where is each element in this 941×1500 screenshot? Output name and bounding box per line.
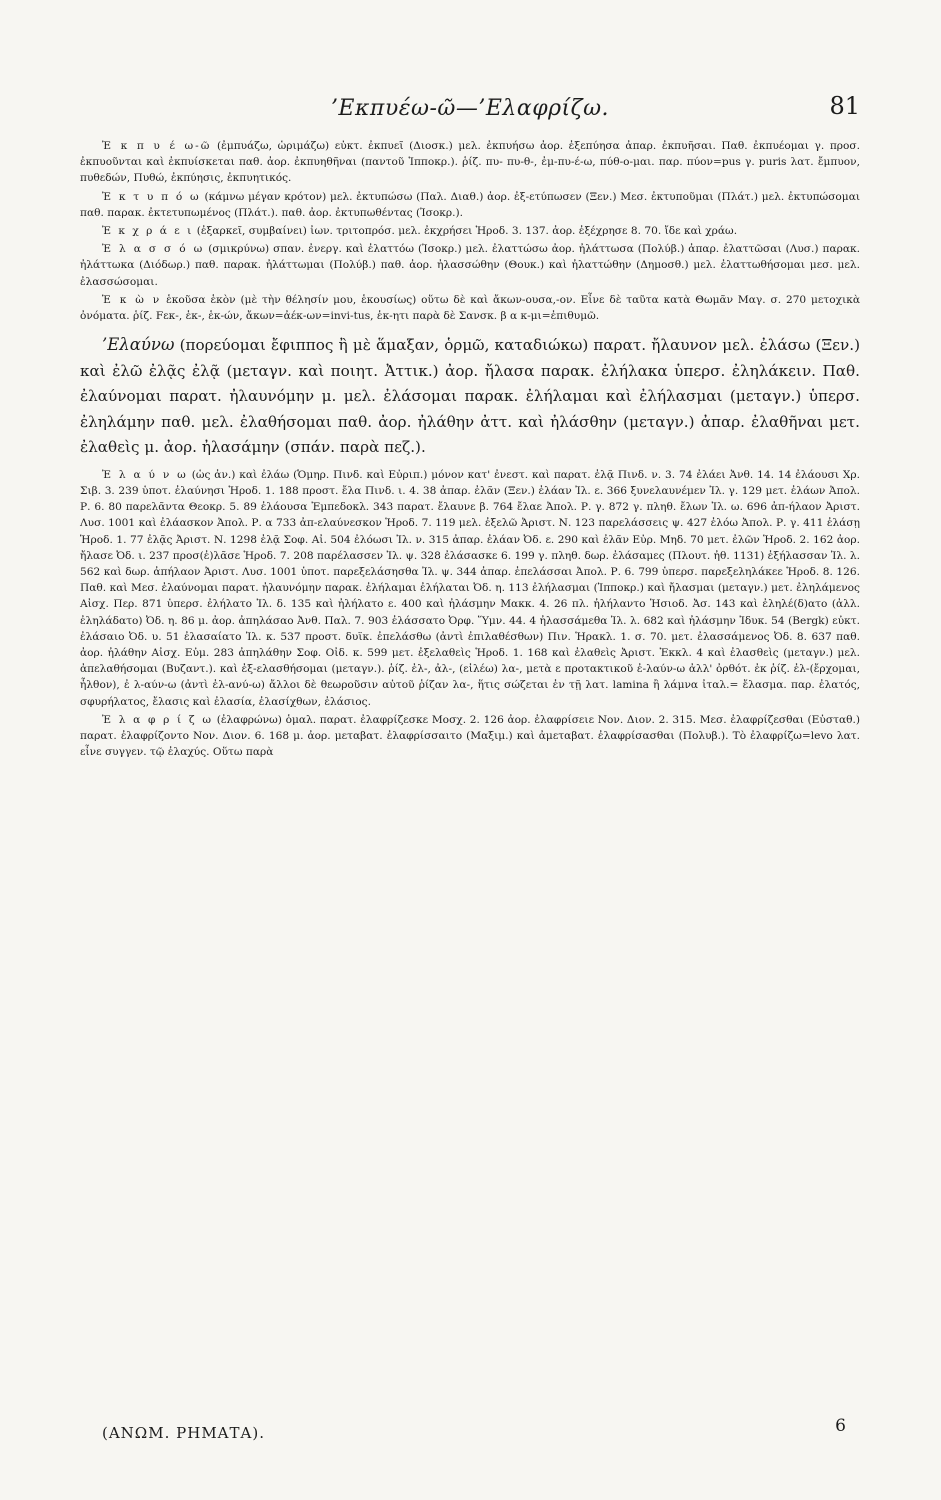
entry-lemma: Ἐ λ α φ ρ ί ζ ω [102,713,213,726]
dictionary-entry-hekon [80,292,860,324]
dictionary-entry-elauno-poetic [80,467,860,710]
page-number: 81 [829,92,860,120]
entry-lemma: Ἐ κ χ ρ ά ε ι [102,225,194,238]
dictionary-entry-elauno-main [80,332,860,461]
entry-text: (κάμνω μέγαν κρότον) μελ. ἐκτυπώσω (Παλ. Διαθ.) ἀορ. ἐξ-ετύπωσεν (Ξεν.) Μεσ. ἐκτυποῦμαι (Πλάτ.) μελ. ἐκτυπώσομαι παθ. παρακ. ἐκτετυπωμένος (Πλάτ.). παθ. ἀορ. ἐκτυπωθέντας (Ἰσοκρ.). [80,190,860,219]
dictionary-entry-ekpyeo [80,138,860,187]
entry-text: (σμικρύνω) σπαν. ἐνεργ. καὶ ἐλαττόω (Ἰσοκρ.) μελ. ἐλαττώσω ἀορ. ἠλάττωσα (Πολύβ.) ἀπαρ. ἐλαττῶσαι (Λυσ.) παρακ. ἠλάττωκα (Διόδωρ.) παθ. παρακ. ἠλάττωμαι (Πολύβ.) παθ. ἀορ. ἠλασσώθην (Θουκ.) καὶ ἠλαττώθην (Δημοσθ.) μελ. ἐλαττωθήσομαι μεσ. μελ. ἐλασσώσομαι. [80,243,861,288]
entry-text: (ἐμπυάζω, ὡριμάζω) εὐκτ. ἐκπυεῖ (Διοσκ.) μελ. ἐκπυήσω ἀορ. ἐξεπύησα ἀπαρ. ἐκπυῆσαι. Παθ. ἐκπυέομαι γ. προσ. ἐκπυοῦνται καὶ ἐκπυίσκεται παθ. ἀορ. ἐκπυηθῆναι (παντοῦ Ἱπποκρ.). ῥίζ. πυ- πυ-θ-, ἐμ-πυ-έ-ω, πύθ-ο-μαι. παρ. πύον=pus γ. puris λατ. ἔμπυον, πυθεδών, Πυθώ, ἐκπύησις, ἐκπυητικός. [80,140,860,185]
entry-text: (ἐλαφρώνω) ὁμαλ. παρατ. ἐλαφρίζεσκε Μοσχ. 2. 126 ἀορ. ἐλαφρίσειε Νον. Διον. 2. 315. Μεσ. ἐλαφρίζεσθαι (Εὐσταθ.) παρατ. ἐλαφρίζοντο Νον. Διον. 6. 168 μ. ἀορ. μεταβατ. ἐλαφρίσσαιτο (Μαξιμ.) καὶ ἀμεταβατ. ἐλαφρίσασθαι (Πολυβ.). Τὸ ἐλαφρίζω=levo λατ. εἶνε συγγεν. τῷ ἐλαχύς. Οὕτω παρὰ [80,713,860,759]
entry-lemma: Ἐ κ π υ έ ω-ῶ [102,140,212,152]
running-title: ’Εκπυέω-ῶ—’Ελαφρίζω. [330,96,610,121]
dictionary-entry-ekchraei [80,223,860,239]
running-header [80,92,860,128]
entry-lemma: Ἐ λ α σ σ ό ω [102,243,205,256]
signature-mark: (ΑΝΩΜ. ΡΗΜΑΤΑ). [102,1424,265,1442]
entry-lemma: Ἑ κ ὼ ν [102,293,162,306]
dictionary-entry-elaphrizo [80,712,860,761]
entry-text: (ὡς ἀν.) καὶ ἐλάω (Ὁμηρ. Πινδ. καὶ Εὐριπ.) μόνον κατ' ἐνεστ. καὶ παρατ. ἐλᾷ Πινδ. ν. 3. 74 ἐλάει Ἀνθ. 14. 14 ἐλάουσι Χρ. Σιβ. 3. 239 ὑποτ. ἐλαύνησι Ἡροδ. 1. 188 προστ. ἔλα Πινδ. ι. 4. 38 ἀπαρ. ἐλᾶν (Ξεν.) ἐλάαν Ἰλ. ε. 366 ξυνελαυνέμεν Ἰλ. γ. 129 μετ. ἐλάων Ἀπολ. Ρ. 6. 80 παρελᾶντα Θεοκρ. 5. 89 ἐλάουσα Ἐμπεδοκλ. 343 παρατ. ἔλαυνε β. 764 ἔλαε Ἀπολ. Ρ. γ. 872 γ. πληθ. ἔλων Ἰλ. ω. 696 ἀπ-ήλαον Ἀριστ. Λυσ. 1001 καὶ ἐλάασκον Ἀπολ. Ρ. α 733 ἀπ-ελαύνεσκον Ἡροδ. 7. 119 μελ. ἐξελῶ Ἀριστ. Ν. 123 παρελάσσεις ψ. 427 ἐλόω Ἀπολ. Ρ. γ. 411 ἐλάσῃ Ἡροδ. 1. 77 ἐλᾷς Ἀριστ. Ν. 1298 ἐλᾷ Σοφ. Αἰ. 504 ἐλόωσι Ἰλ. ν. 315 ἀπαρ. ἐλάαν Ὀδ. ε. 290 καὶ ἐλᾶν Εὐρ. Μηδ. 70 μετ. ἐλῶν Ἡροδ. 2. 162 ἀορ. ἤλασε Ὀδ. ι. 237 προσ(ἐ)λᾶσε Ἡροδ. 7. 208 παρέλασσεν Ἰλ. ψ. 328 ἐλάσασκε 6. 199 γ. πληθ. δωρ. ἐλάσαμες (Πλουτ. ἠθ. 1131) ἐξήλασσαν Ἰλ. λ. 562 καὶ δωρ. ἀπήλαον Ἀριστ. Λυσ. 1001 ὑποτ. παρεξελάσησθα Ἰλ. ψ. 344 ἀπαρ. ἐπελάσσαι Ἀπολ. Ρ. 6. 799 ὑπερσ. παρεξεληλάκεε Ἡροδ. 8. 126. Παθ. καὶ Μεσ. ἐλαύνομαι παρατ. ἠλαυνόμην παρακ. ἐλήλαμαι ἐλήλαται Ὀδ. η. 113 ἐλήλασμαι (Ἱπποκρ.) καὶ ἤλασμαι (μεταγν.) μετ. ἐληλάμενος Αἰσχ. Περ. 871 ὑπερσ. ἐλήλατο Ἰλ. δ. 135 καὶ ἠλήλατο ε. 400 καὶ ἠλάσμην Μακκ. 4. 26 πλ. ἠλήλαντο Ἡσιοδ. Ἀσ. 143 καὶ ἐληλέ(δ)ατο (ἀλλ. ἐληλάδατο) Ὀδ. η. 86 μ. ἀορ. ἀπηλάσαο Ἀνθ. Παλ. 7. 903 ἐλάσσατο Ὀρφ. Ὕμν. 44. 4 ἠλασσάμεθα Ἰλ. λ. 682 καὶ ἠλάσμην Ἰδυκ. 54 (Bergk) εὐκτ. ἐλάσαιο Ὀδ. υ. 51 ἐλασαίατο Ἰλ. κ. 537 προστ. δυϊκ. ἐπελάσθω (ἀντὶ ἐπιλαθέσθων) Πιν. Ἡρακλ. 1. σ. 70. μετ. ἐλασσάμενος Ὀδ. 8. 637 παθ. ἀορ. ἠλάθην Αἰσχ. Εὐμ. 283 ἀπηλάθην Σοφ. Οἰδ. κ. 599 μετ. ἐξελαθεὶς Ἡροδ. 1. 168 καὶ ἐλαθεὶς Ἀριστ. Ἐκκλ. 4 καὶ ἐλασθεὶς (μεταγν.) μελ. ἀπελαθήσομαι (Βυζαντ.). καὶ ἐξ-ελασθήσομαι (μεταγν.). ῥίζ. ἐλ-, ἀλ-, (εἰλέω) λα-, μετὰ ε προτακτικοῦ ἐ-λαύν-ω ἀλλ' ὀρθότ. ἐκ ῥίζ. ἐλ-(ἔρχομαι, ἦλθον), ἐ λ-αύν-ω (ἀντὶ ἐλ-ανύ-ω) ἄλλοι δὲ θεωροῦσιν αὐτοῦ ῥίζαν λα-, ἥτις σώζεται ἐν τῇ λατ. lamina ἢ λάμνα ἰταλ.= ἔλασμα. παρ. ἐλατός, σφυρήλατος, ἔλασις καὶ ἐλασία, ἐλασίχθων, ἐλάσιος. [80,468,860,708]
entry-lemma: Ἐ λ α ύ ν ω [102,468,188,481]
dictionary-entry-ektypoo [80,189,860,221]
entry-text: (πορεύομαι ἔφιππος ἢ μὲ ἅμαξαν, ὁρμῶ, καταδιώκω) παρατ. ἤλαυνον μελ. ἐλάσω (Ξεν.) καὶ ἐλῶ ἐλᾷς ἐλᾷ (μεταγν. καὶ ποιητ. Ἀττικ.) ἀορ. ἤλασα παρακ. ἐλήλακα ὑπερσ. ἐληλάκειν. Παθ. ἐλαύνομαι παρατ. ἠλαυνόμην μ. μελ. ἐλάσομαι παρακ. ἐλήλαμαι καὶ ἐλήλασμαι (μεταγν.) ὑπερσ. ἐληλάμην παθ. μελ. ἐλαθήσομαι παθ. ἀορ. ἠλάθην ἀττ. καὶ ἠλάσθην (μεταγν.) ἀπαρ. ἐλαθῆναι μετ. ἐλαθεὶς μ. ἀορ. ἠλασάμην (σπάν. παρὰ πεζ.). [80,336,860,457]
page-footer [80,1416,860,1452]
dictionary-entry-elassoo [80,241,860,290]
entry-lemma: Ἐ κ τ υ π ό ω [102,190,201,203]
entry-text: (ἐξαρκεῖ, συμβαίνει) ἰων. τριτοπρόσ. μελ. ἐκχρήσει Ἡροδ. 3. 137. ἀορ. ἐξέχρησε 8. 70. ἴδε καὶ χράω. [196,225,738,238]
dictionary-page [80,92,861,1442]
entry-text: ἑκοῦσα ἑκὸν (μὲ τὴν θέλησίν μου, ἑκουσίως) οὕτω δὲ καὶ ἄκων-ουσα,-ον. Εἶνε δὲ ταῦτα κατὰ Θωμᾶν Μαγ. σ. 270 μετοχικὰ ὀνόματα. ῥίζ. Fεκ-, ἑκ-, ἑκ-ών, ἄκων=ἀέκ-ων=invi-tus, ἑκ-ητι παρὰ δὲ Σανσκ. β α κ-μι=ἐπιθυμῶ. [80,293,860,323]
folio-number: 6 [835,1416,846,1436]
entry-lemma: ’Ελαύνω [102,335,175,355]
